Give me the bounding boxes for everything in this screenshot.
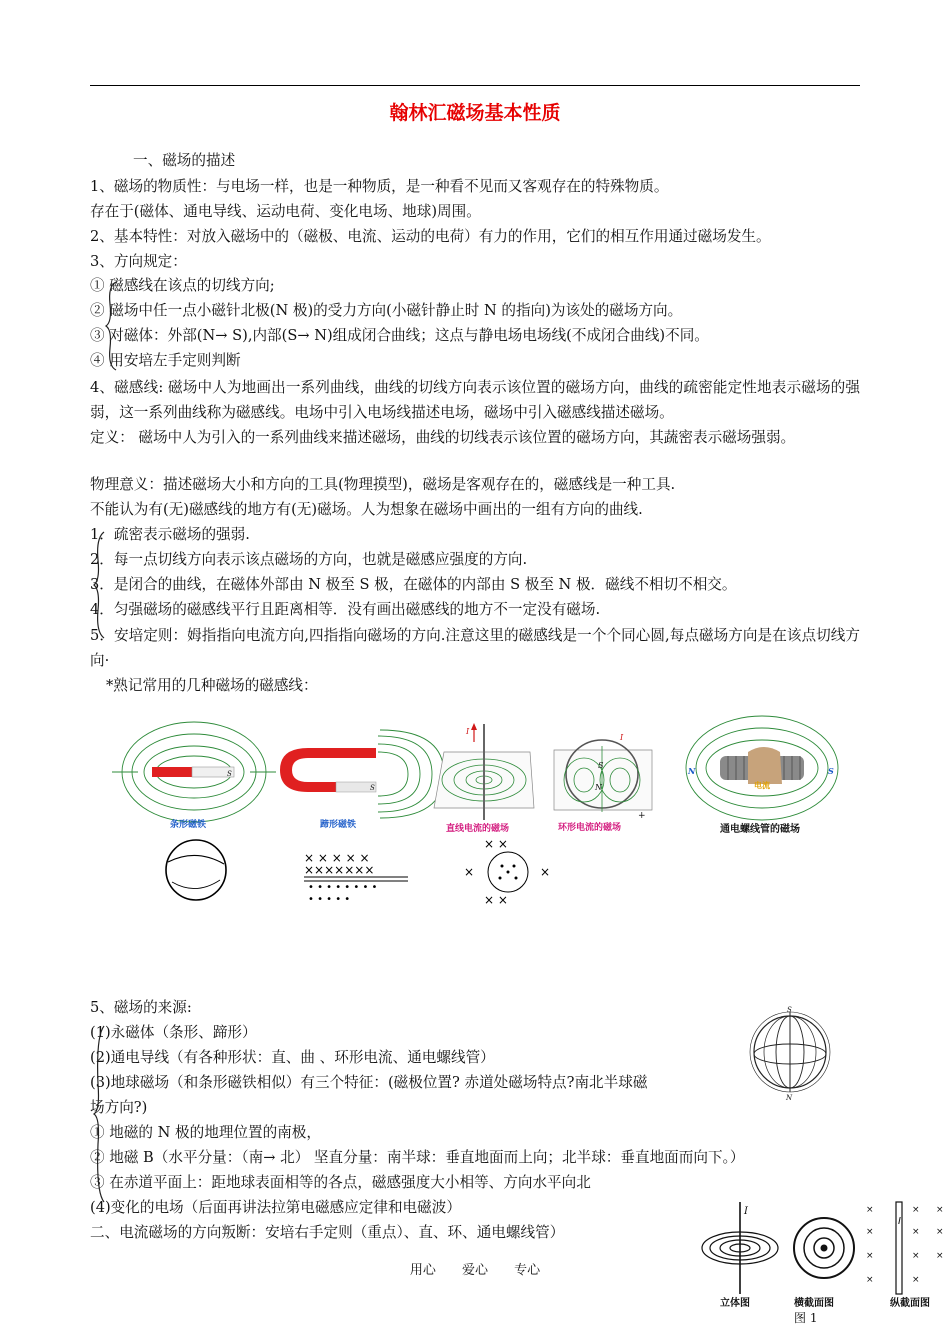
point-field-sketch [464, 838, 550, 907]
caption-solenoid: 通电螺线管的磁场 [720, 824, 800, 835]
svg-text:N: N [595, 783, 602, 792]
field-sketches [158, 838, 578, 910]
caption-straight-current: 直线电流的磁场 [446, 824, 510, 834]
brace-decoration-1 [104, 280, 120, 372]
sphere-sketch [166, 840, 226, 900]
para-2: 存在于(磁体、通电导线、运动电荷、变化电场、地球)周围。 [90, 203, 481, 220]
dir-item: ③ 对磁体：外部(N→ S),内部(S→ N)组成闭合曲线；这点与静电场电场线(不成闭合曲线)不同。 [90, 327, 709, 344]
svg-text:+: + [638, 811, 646, 821]
caption-stereo: 立体图 [720, 1298, 750, 1309]
uniform-field-sketch [304, 851, 408, 905]
solenoid-figure [686, 716, 838, 835]
source-item: ② 地磁 B（水平分量：（南→ 北） 坚直分量：南半球：垂直地面而上向；北半球：垂直地面而向下。） [90, 1149, 745, 1166]
prop-item: 4．匀强磁场的磁感线平行且距离相等．没有画出磁感线的地方不一定没有磁场. [90, 601, 601, 618]
para-3: 2、基本特性：对放入磁场中的（磁极、电流、运动的电荷）有力的作用，它们的相互作用通过磁场发生。 [90, 228, 771, 245]
dir-item: ④ 用安培左手定则判断 [90, 352, 241, 369]
earth-field-globe [748, 1004, 832, 1102]
source-heading: 5、磁场的来源: [90, 999, 192, 1016]
brace-decoration-2 [92, 530, 108, 640]
straight-current-figure [434, 723, 534, 834]
prop-item: 1．疏密表示磁场的强弱. [90, 526, 250, 543]
horseshoe-magnet-figure [280, 730, 444, 830]
bar-magnet-figure [112, 722, 276, 830]
figure-label: 图 1 [794, 1311, 818, 1325]
svg-text:• • • • •: • • • • • [308, 894, 351, 905]
source-item: 场方向?) [90, 1099, 148, 1116]
svg-text:×: × [866, 1227, 874, 1237]
source-item: (1)永磁体（条形、蹄形） [90, 1024, 257, 1041]
source-item: ① 地磁的 N 极的地理位置的南极， [90, 1124, 322, 1141]
caption-cross-section: 横截面图 [794, 1298, 834, 1309]
svg-text:N: N [688, 766, 696, 776]
svg-text:×: × [912, 1251, 920, 1261]
caption-bar-magnet: 条形磁铁 [170, 820, 207, 830]
svg-text:S: S [370, 784, 375, 792]
para-7: 物理意义：描述磁场大小和方向的工具(物理摸型)，磁场是客观存在的，磁感线是一种工具. [90, 476, 676, 493]
svg-text:S: S [227, 770, 232, 778]
page-footer: 用心 爱心 专心 [409, 1263, 541, 1278]
svg-text:I: I [744, 1206, 748, 1217]
para-10: *熟记常用的几种磁场的磁感线： [106, 677, 318, 694]
source-item: ③ 在赤道平面上：距地球表面相等的各点，磁感强度大小相等、方向水平向北 [90, 1174, 591, 1191]
caption-ring-current: 环形电流的磁场 [558, 823, 622, 833]
svg-text:×: × [936, 1227, 944, 1237]
dir-item: ② 磁场中任一点小磁针北极(N 极)的受力方向(小磁针静止时 N 的指向)为该处的磁场方向。 [90, 302, 683, 319]
svg-text:×: × [936, 1251, 944, 1261]
source-item: (3)地球磁场（和条形磁铁相似）有三个特征：(磁极位置? 赤道处磁场特点?南北半球磁 [90, 1074, 648, 1091]
source-item: (2)通电导线（有各种形状：直、曲 、环形电流、通电螺线管） [90, 1049, 495, 1066]
dir-item: ① 磁感线在该点的切线方向; [90, 277, 275, 294]
svg-text:×: × [912, 1275, 920, 1285]
caption-horseshoe-magnet: 蹄形磁铁 [320, 820, 357, 830]
svg-text:× ×: × × [484, 838, 508, 851]
top-rule [90, 85, 860, 86]
para-5: 4、磁感线: 磁场中人为地画出一系列曲线，曲线的切线方向表示该位置的磁场方向，曲线的疏密能定性地表示磁场的强弱，这一系列曲线称为磁感线。电场中引入电场线描述电场，磁场中引入磁感线描述磁场。 [90, 379, 860, 421]
label-current: 电流 [754, 780, 770, 790]
para-6: 定义： 磁场中人为引入的一系列曲线来描述磁场，曲线的切线表示该位置的磁场方向，其蔬密表示磁场强弱。 [90, 429, 796, 446]
para-9: 5．安培定则：姆指指向电流方向,四指指向磁场的方向.注意这里的磁感线是一个个同心圆,每点磁场方向是在该点切线方向· [90, 627, 860, 669]
svg-text:×: × [540, 865, 551, 879]
svg-text:× ×: × × [484, 893, 508, 907]
svg-text:×: × [866, 1251, 874, 1261]
page-title: 翰林汇磁场基本性质 [389, 102, 561, 124]
svg-text:×: × [912, 1227, 920, 1237]
section-heading-1: 一、磁场的描述 [133, 152, 236, 169]
ring-current-figure [554, 733, 652, 833]
section2-heading: 二、电流磁场的方向叛断：安培右手定则（重点）、直、环、通电螺线管） [90, 1224, 565, 1241]
svg-text:S: S [787, 1006, 792, 1014]
svg-text:N: N [786, 1094, 793, 1102]
svg-text:×: × [912, 1205, 920, 1215]
svg-text:I: I [898, 1216, 901, 1227]
caption-longitudinal: 纵截面图 [890, 1298, 930, 1309]
para-8: 不能认为有(无)磁感线的地方有(无)磁场。人为想象在磁场中画出的一组有方向的曲线. [90, 501, 643, 518]
prop-item: 2．每一点切线方向表示该点磁场的方向，也就是磁感应强度的方向. [90, 551, 528, 568]
source-item: (4)变化的电场（后面再讲法拉第电磁感应定律和电磁波） [90, 1199, 461, 1216]
brace-decoration-3 [92, 1024, 108, 1204]
longitudinal-view [866, 1202, 944, 1294]
svg-text:S: S [828, 766, 834, 776]
svg-text:I: I [620, 733, 624, 742]
svg-text:• • • • • • • •: • • • • • • • • [308, 882, 378, 893]
svg-text:×: × [866, 1275, 874, 1285]
svg-text:×××××××: ××××××× [304, 863, 375, 877]
svg-text:× × × × ×: × × × × × [304, 851, 370, 865]
svg-text:S: S [598, 761, 604, 770]
para-1: 1、磁场的物质性：与电场一样，也是一种物质，是一种看不见而又客观存在的特殊物质。 [90, 178, 669, 195]
stereo-view [702, 1202, 778, 1294]
svg-text:×: × [936, 1205, 944, 1215]
svg-text:×: × [866, 1205, 874, 1215]
svg-text:×: × [464, 865, 475, 879]
prop-item: 3．是闭合的曲线，在磁体外部由 N 极至 S 极，在磁体的内部由 S 极至 N 极．磁线不相切不相交。 [90, 576, 737, 593]
para-4: 3、方向规定： [90, 253, 187, 270]
svg-text:I: I [466, 727, 470, 736]
magnetic-field-figures [108, 712, 850, 840]
